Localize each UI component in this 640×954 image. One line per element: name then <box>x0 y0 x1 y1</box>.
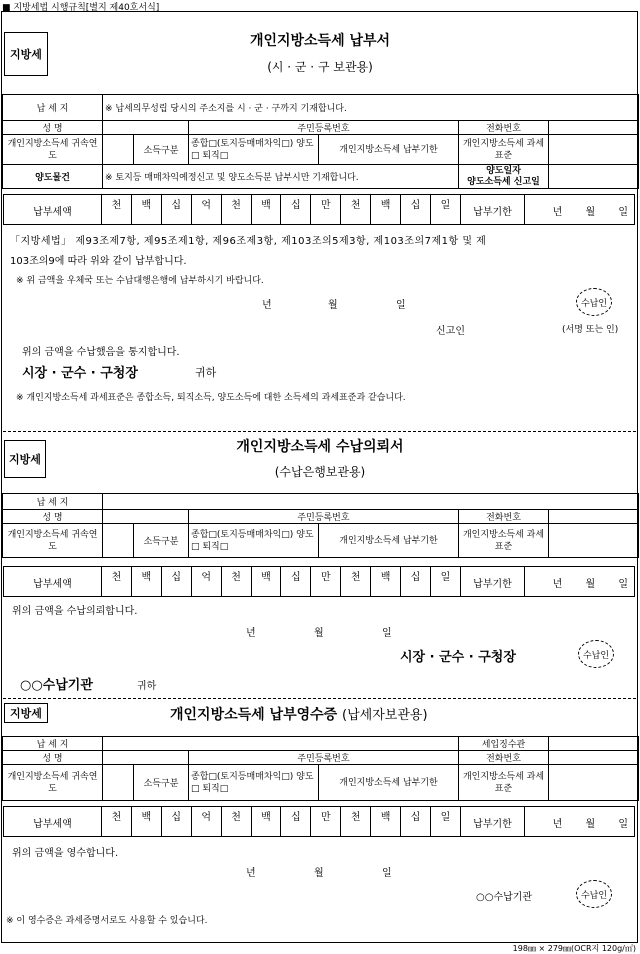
s3-receiver: ○○수납기관 <box>476 892 533 903</box>
unit-sip[interactable]: 십 <box>161 567 191 597</box>
local-tax-badge: 지방세 <box>4 703 48 723</box>
income-type-options[interactable]: 종합□(토지등매매차익□) 양도□ 퇴직□ <box>189 135 319 165</box>
due-date-value[interactable]: 년 월 일 <box>525 567 635 597</box>
amount-label: 납부세액 <box>4 195 102 225</box>
s1-law-line1: 「지방세법」 제93조제7항, 제95조제1항, 제96조제3항, 제103조의5제3항, 제103조의7제1항 및 제 <box>10 236 487 247</box>
due-label: 개인지방소득세 납부기한 <box>319 524 459 558</box>
unit-sip[interactable]: 십 <box>281 567 311 597</box>
s2-sender: 시장 · 군수 · 구청장 <box>400 650 516 665</box>
unit-cheon[interactable]: 천 <box>341 195 371 225</box>
s2-info-table <box>2 493 639 558</box>
due-date-label: 납부기한 <box>461 567 525 597</box>
s1-pay-note: ※ 위 금액을 우체국 또는 수납대행은행에 납부하시기 바랍니다. <box>16 276 264 286</box>
report-date-text: 양도소득세 신고일 <box>467 176 540 187</box>
s2-day: 일 <box>382 628 392 639</box>
due-label: 개인지방소득세 납부기한 <box>319 135 459 165</box>
unit-baek[interactable]: 백 <box>371 567 401 597</box>
taxpayer-label: 납 세 지 <box>3 494 103 510</box>
s1-seal-stamp: 수납인 <box>576 288 612 316</box>
unit-sip[interactable]: 십 <box>281 807 311 837</box>
unit-baek[interactable]: 백 <box>131 807 161 837</box>
unit-baek[interactable]: 백 <box>251 807 281 837</box>
property-note: ※ 토지등 매매차익예정신고 및 양도소득분 납부시만 기재합니다. <box>103 165 459 189</box>
rrn-label: 주민등록번호 <box>189 121 459 135</box>
unit-cheon[interactable]: 천 <box>102 195 132 225</box>
s1-day: 일 <box>396 300 406 311</box>
transfer-date-value[interactable] <box>549 165 639 189</box>
taxpayer-label: 납 세 지 <box>3 95 103 121</box>
s3-proof-note: ※ 이 영수증은 과세증명서로도 사용할 수 있습니다. <box>6 916 208 926</box>
amount-label: 납부세액 <box>4 807 102 837</box>
s1-addressee: 시장 · 군수 · 구청장 <box>22 366 138 381</box>
unit-sip[interactable]: 십 <box>401 195 431 225</box>
phone-value[interactable] <box>549 751 639 765</box>
income-year-label: 개인지방소득세 귀속연도 <box>3 524 103 558</box>
s1-info-table <box>2 94 639 189</box>
s2-month: 월 <box>314 628 324 639</box>
unit-man[interactable]: 만 <box>311 807 341 837</box>
s3-year: 년 <box>246 868 256 879</box>
income-year-value[interactable] <box>103 765 134 801</box>
name-label: 성 명 <box>3 121 103 135</box>
unit-baek[interactable]: 백 <box>131 195 161 225</box>
s2-honorific: 귀하 <box>137 681 157 692</box>
unit-eok[interactable]: 억 <box>191 567 221 597</box>
s2-addressee: ○○수납기관 <box>20 678 93 693</box>
taxpayer-value[interactable] <box>103 494 639 510</box>
s3-title-text: 개인지방소득세 납부영수증 <box>170 707 338 723</box>
s1-honorific: 귀하 <box>195 366 217 379</box>
unit-cheon[interactable]: 천 <box>102 567 132 597</box>
name-label: 성 명 <box>3 751 103 765</box>
s1-subtitle: (시 · 군 · 구 보관용) <box>267 60 373 74</box>
name-value[interactable] <box>103 510 189 524</box>
phone-label: 전화번호 <box>459 121 549 135</box>
income-type-label: 소득구분 <box>134 524 189 558</box>
taxpayer-value[interactable] <box>103 737 459 751</box>
due-date-value[interactable]: 년 월 일 <box>525 807 635 837</box>
unit-sip[interactable]: 십 <box>161 195 191 225</box>
income-year-label: 개인지방소득세 귀속연도 <box>3 135 103 165</box>
s3-day: 일 <box>382 868 392 879</box>
phone-value[interactable] <box>549 121 639 135</box>
tax-base-label: 개인지방소득세 과세표준 <box>459 135 549 165</box>
income-type-label: 소득구분 <box>134 765 189 801</box>
due-label: 개인지방소득세 납부기한 <box>319 765 459 801</box>
amount-label: 납부세액 <box>4 567 102 597</box>
due-date-value[interactable]: 년 월 일 <box>525 195 635 225</box>
phone-label: 전화번호 <box>459 510 549 524</box>
unit-eok[interactable]: 억 <box>191 195 221 225</box>
unit-sip[interactable]: 십 <box>401 807 431 837</box>
phone-value[interactable] <box>549 510 639 524</box>
unit-baek[interactable]: 백 <box>371 195 401 225</box>
unit-cheon[interactable]: 천 <box>102 807 132 837</box>
unit-man[interactable]: 만 <box>311 195 341 225</box>
tax-office-label: 세입징수관 <box>459 737 549 751</box>
unit-il[interactable]: 일 <box>430 567 460 597</box>
rrn-label: 주민등록번호 <box>189 510 459 524</box>
name-value[interactable] <box>103 751 189 765</box>
s1-sign: (서명 또는 인) <box>562 325 619 335</box>
s3-month: 월 <box>314 868 324 879</box>
income-type-label: 소득구분 <box>134 135 189 165</box>
income-year-value[interactable] <box>103 135 134 165</box>
tax-base-value[interactable] <box>549 765 639 801</box>
transfer-date-text: 양도일자 <box>486 165 521 176</box>
s1-title: 개인지방소득세 납부서 <box>249 33 391 49</box>
unit-baek[interactable]: 백 <box>251 195 281 225</box>
unit-il[interactable]: 일 <box>430 195 460 225</box>
unit-sip[interactable]: 십 <box>401 567 431 597</box>
unit-man[interactable]: 만 <box>311 567 341 597</box>
unit-baek[interactable]: 백 <box>251 567 281 597</box>
s3-title-suffix: (납세자보관용) <box>342 708 428 723</box>
s1-law-line2: 103조의9에 따라 위와 같이 납부합니다. <box>10 256 187 267</box>
s3-title <box>170 704 428 724</box>
cut-line-1 <box>3 431 636 432</box>
s2-year: 년 <box>246 628 256 639</box>
rrn-label: 주민등록번호 <box>189 751 459 765</box>
tax-office-value[interactable] <box>549 737 639 751</box>
tax-base-label: 개인지방소득세 과세표준 <box>459 765 549 801</box>
due-date-label: 납부기한 <box>461 807 525 837</box>
unit-cheon[interactable]: 천 <box>221 195 251 225</box>
unit-baek[interactable]: 백 <box>131 567 161 597</box>
local-tax-badge: 지방세 <box>4 440 46 478</box>
form-header-note: ■ 지방세법 시행규칙[별지 제40호서식] <box>2 3 160 13</box>
s2-title: 개인지방소득세 수납의뢰서 <box>236 439 404 455</box>
name-value[interactable] <box>103 121 189 135</box>
unit-cheon[interactable]: 천 <box>221 567 251 597</box>
unit-eok[interactable]: 억 <box>191 807 221 837</box>
s3-receipt: 위의 금액을 영수합니다. <box>12 848 119 859</box>
income-year-label: 개인지방소득세 귀속연도 <box>3 765 103 801</box>
transfer-date-label <box>459 165 549 189</box>
property-label: 양도물건 <box>3 165 103 189</box>
unit-cheon[interactable]: 천 <box>341 567 371 597</box>
due-date-label: 납부기한 <box>461 195 525 225</box>
tax-base-value[interactable] <box>549 524 639 558</box>
name-label: 성 명 <box>3 510 103 524</box>
s1-amount-table <box>3 194 635 225</box>
unit-cheon[interactable]: 천 <box>341 807 371 837</box>
income-type-options[interactable]: 종합□(토지등매매차익□) 양도□ 퇴직□ <box>189 524 319 558</box>
s2-subtitle: (수납은행보관용) <box>274 465 366 479</box>
s3-seal-stamp: 수납인 <box>576 880 612 908</box>
phone-label: 전화번호 <box>459 751 549 765</box>
unit-sip[interactable]: 십 <box>281 195 311 225</box>
local-tax-badge: 지방세 <box>4 32 48 76</box>
s2-request: 위의 금액을 수납의뢰합니다. <box>12 606 138 617</box>
s3-amount-table <box>3 806 635 837</box>
unit-il[interactable]: 일 <box>430 807 460 837</box>
s2-amount-table <box>3 566 635 597</box>
s3-info-table <box>2 736 639 801</box>
income-type-options[interactable]: 종합□(토지등매매차익□) 양도□ 퇴직□ <box>189 765 319 801</box>
unit-baek[interactable]: 백 <box>371 807 401 837</box>
s2-seal-stamp: 수납인 <box>578 640 614 668</box>
s1-reporter: 신고인 <box>436 326 465 337</box>
s1-year: 년 <box>262 300 272 311</box>
unit-cheon[interactable]: 천 <box>221 807 251 837</box>
form-footer-note: 198㎜ × 279㎜(OCR지 120g/㎡) <box>512 944 636 953</box>
income-year-value[interactable] <box>103 524 134 558</box>
s1-base-note: ※ 개인지방소득세 과세표준은 종합소득, 퇴직소득, 양도소득에 대한 소득세의 과세표준과 같습니다. <box>16 393 406 403</box>
tax-base-value[interactable] <box>549 135 639 165</box>
cut-line-2 <box>3 698 636 699</box>
tax-base-label: 개인지방소득세 과세표준 <box>459 524 549 558</box>
unit-sip[interactable]: 십 <box>161 807 191 837</box>
taxpayer-label: 납 세 지 <box>3 737 103 751</box>
s1-notify: 위의 금액을 수납했음을 통지합니다. <box>22 347 180 358</box>
s1-month: 월 <box>328 300 338 311</box>
taxpayer-note: ※ 납세의무성립 당시의 주소지를 시 · 군 · 구까지 기재합니다. <box>103 95 639 121</box>
